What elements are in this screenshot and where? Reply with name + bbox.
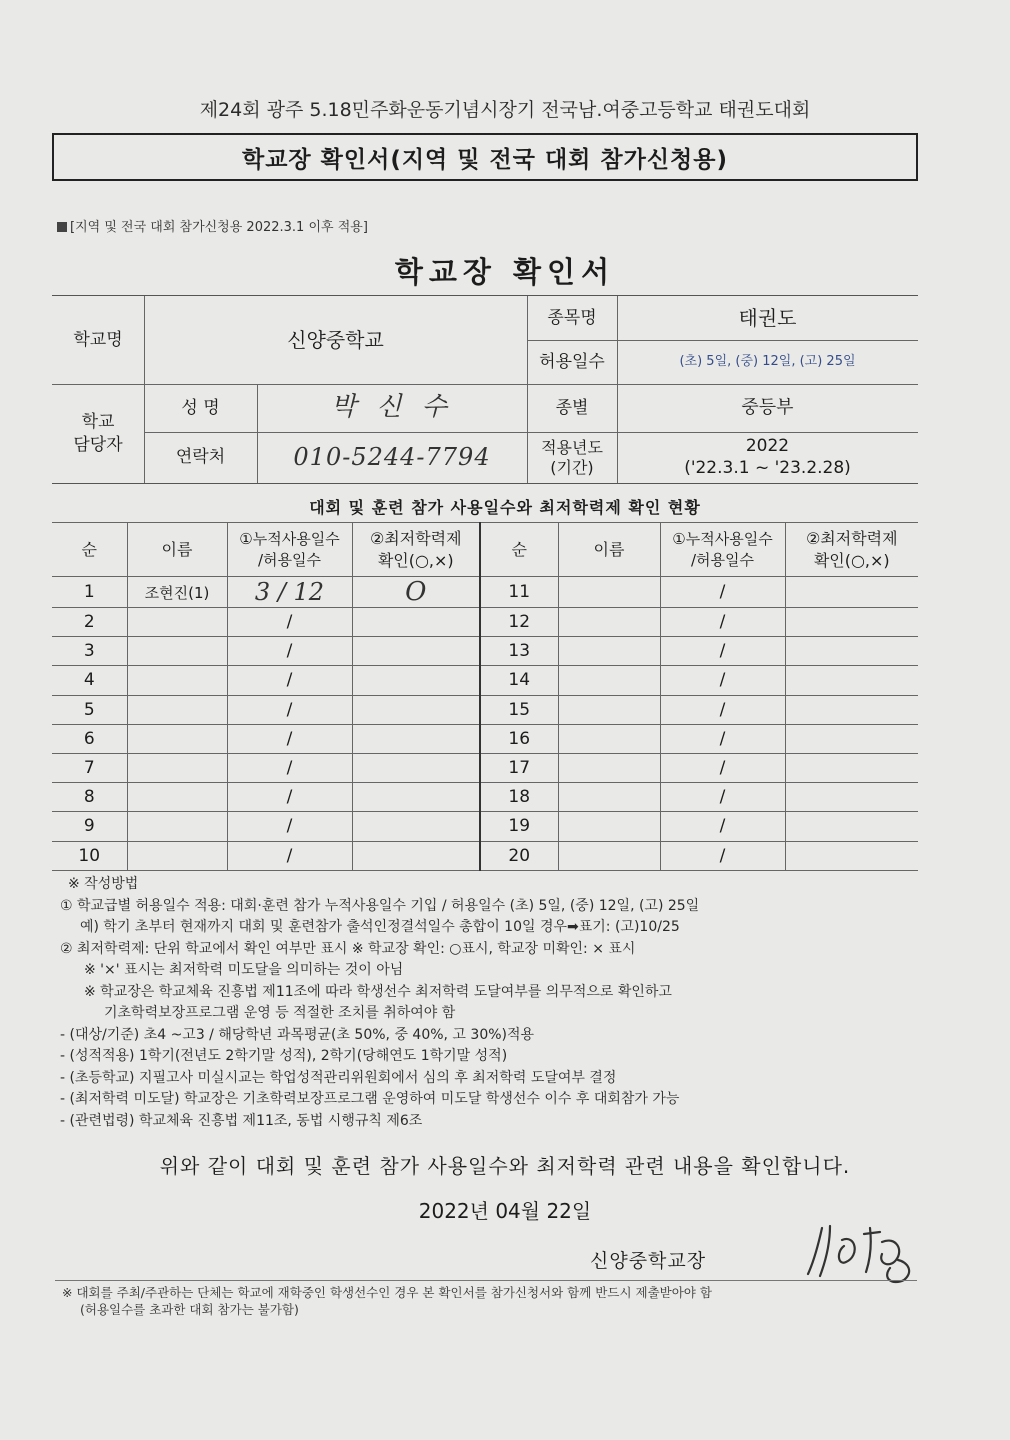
student-name — [558, 666, 660, 695]
min-grade-check — [785, 608, 918, 637]
manager-label: 학교 담당자 — [73, 412, 123, 455]
name-label: 성 명 — [181, 397, 220, 418]
table-row — [52, 783, 918, 812]
min-grade-check — [785, 695, 918, 724]
days-used: / — [227, 695, 352, 724]
row-num: 8 — [52, 783, 127, 812]
note-line: ※ '×' 표시는 최저학력 미도달을 의미하는 것이 아님 — [84, 962, 404, 978]
min-grade-check — [352, 608, 480, 637]
days-used: / — [227, 812, 352, 841]
min-grade-check — [785, 841, 918, 870]
days-used: / — [227, 753, 352, 782]
footnote-line: ※ 대회를 주최/주관하는 단체는 학교에 재학중인 학생선수인 경우 본 확인서를 참가신청서와 함께 반드시 제출받아야 함 — [62, 1285, 712, 1300]
min-grade-check — [352, 637, 480, 666]
student-name — [127, 783, 227, 812]
table-row — [52, 577, 918, 608]
student-name — [558, 608, 660, 637]
apply-note-text: [지역 및 전국 대회 참가신청용 2022.3.1 이후 적용] — [70, 220, 368, 235]
days-used: / — [660, 577, 785, 608]
info-grid — [52, 295, 918, 484]
days-used: / — [660, 783, 785, 812]
col-header-num: 순 — [52, 523, 127, 577]
row-num: 14 — [480, 666, 558, 695]
note-line: - (대상/기준) 초4 ~고3 / 해당학년 과목평균(초 50%, 중 40%, 고 30%)적용 — [60, 1026, 535, 1043]
student-name — [127, 608, 227, 637]
row-num: 2 — [52, 608, 127, 637]
col-header-name: 이름 — [127, 523, 227, 577]
student-name — [127, 812, 227, 841]
days-used: / — [660, 695, 785, 724]
min-grade-check — [785, 577, 918, 608]
row-num: 5 — [52, 695, 127, 724]
student-name — [558, 753, 660, 782]
note-line: - (성적적용) 1학기(전년도 2학기말 성적), 2학기(당해연도 1학기말 성적) — [60, 1048, 508, 1064]
table-row — [52, 695, 918, 724]
days-used: / — [660, 666, 785, 695]
competition-title: 제24회 광주 5.18민주화운동기념시장기 전국남.여중고등학교 태권도대회 — [199, 99, 811, 121]
days-used: / — [227, 666, 352, 695]
apply-note — [57, 216, 368, 235]
event-value: 태권도 — [738, 306, 797, 330]
row-num: 7 — [52, 753, 127, 782]
row-num: 17 — [480, 753, 558, 782]
school-value: 신양중학교 — [287, 328, 384, 352]
student-name — [558, 637, 660, 666]
days-used: / — [227, 783, 352, 812]
event-label: 종목명 — [547, 307, 597, 328]
days-used: / — [660, 724, 785, 753]
table-row — [52, 608, 918, 637]
min-grade-check — [785, 637, 918, 666]
min-grade-check — [352, 666, 480, 695]
table-header-row — [52, 523, 918, 577]
document-title: 학교장 확인서 — [394, 255, 616, 289]
name-value: 박 신 수 — [331, 392, 453, 423]
row-num: 19 — [480, 812, 558, 841]
main-title: 학교장 확인서(지역 및 전국 대회 참가신청용) — [52, 133, 918, 181]
student-name — [558, 695, 660, 724]
min-grade-check — [785, 666, 918, 695]
days-used: 3 / 12 — [227, 577, 352, 608]
contact-label: 연락처 — [175, 447, 226, 468]
row-num: 1 — [52, 577, 127, 608]
notes-heading: ※ 작성방법 — [68, 876, 139, 892]
note-line: 기초학력보장프로그램 운영 등 적절한 조치를 취하여야 함 — [104, 1005, 456, 1021]
row-num: 6 — [52, 724, 127, 753]
footnote-line: (허용일수를 초과한 대회 참가는 불가함) — [80, 1302, 299, 1317]
year-value: 2022 ('22.3.1 ~ '23.2.28) — [684, 436, 851, 478]
student-name — [558, 577, 660, 608]
row-num: 10 — [52, 841, 127, 870]
note-line: - (최저학력 미도달) 학교장은 기초학력보장프로그램 운영하여 미도달 학생선수 이수 후 대회참가 가능 — [60, 1091, 680, 1107]
contact-value: 010-5244-7794 — [293, 442, 491, 471]
note-line: - (초등학교) 지필고사 미실시교는 학업성적관리위원회에서 심의 후 최저학력 도달여부 결정 — [60, 1069, 617, 1086]
student-name — [558, 724, 660, 753]
footer-divider — [55, 1280, 917, 1281]
section-title: 대회 및 훈련 참가 사용일수와 최저학력제 확인 현황 — [309, 498, 701, 517]
row-num: 20 — [480, 841, 558, 870]
row-num: 3 — [52, 637, 127, 666]
allowed-days-value: (초) 5일, (중) 12일, (고) 25일 — [679, 353, 856, 369]
days-used: / — [227, 841, 352, 870]
col-header-days: ①누적사용일수 /허용일수 — [660, 523, 785, 577]
confirmation-date: 2022년 04월 22일 — [418, 1199, 592, 1223]
student-name — [127, 637, 227, 666]
student-name — [127, 753, 227, 782]
table-row — [52, 841, 918, 870]
row-num: 16 — [480, 724, 558, 753]
min-grade-check — [352, 724, 480, 753]
days-used: / — [227, 608, 352, 637]
col-header-name: 이름 — [558, 523, 660, 577]
notes-section — [60, 874, 940, 1132]
note-line: - (관련법령) 학교체육 진흥법 제11조, 동법 시행규칙 제6조 — [60, 1112, 423, 1129]
row-num: 13 — [480, 637, 558, 666]
table-row — [52, 753, 918, 782]
days-used: / — [660, 608, 785, 637]
days-used: / — [227, 724, 352, 753]
student-name — [127, 841, 227, 870]
table-row — [52, 666, 918, 695]
min-grade-check — [785, 753, 918, 782]
row-num: 18 — [480, 783, 558, 812]
student-name — [127, 724, 227, 753]
row-num: 12 — [480, 608, 558, 637]
days-used: / — [660, 753, 785, 782]
table-row — [52, 637, 918, 666]
min-grade-check — [785, 812, 918, 841]
min-grade-check: O — [352, 577, 480, 608]
note-line: ② 최저학력제: 단위 학교에서 확인 여부만 표시 ※ 학교장 확인: ○표시, 학교장 미확인: × 표시 — [60, 940, 636, 957]
table-row — [52, 812, 918, 841]
table-row — [52, 724, 918, 753]
col-header-check: ②최저학력제 확인(○,×) — [352, 523, 480, 577]
col-header-check: ②최저학력제 확인(○,×) — [785, 523, 918, 577]
confirmation-text: 위와 같이 대회 및 훈련 참가 사용일수와 최저학력 관련 내용을 확인합니다. — [159, 1154, 851, 1178]
student-name — [127, 666, 227, 695]
min-grade-check — [352, 753, 480, 782]
row-num: 4 — [52, 666, 127, 695]
note-line: 예) 학기 초부터 현재까지 대회 및 훈련참가 출석인정결석일수 총합이 10일 경우➡표기: (고)10/25 — [80, 919, 680, 935]
note-line: ※ 학교장은 학교체육 진흥법 제11조에 따라 학생선수 최저학력 도달여부를 의무적으로 확인하고 — [84, 983, 672, 1000]
principal-signature — [800, 1216, 920, 1286]
min-grade-check — [785, 783, 918, 812]
student-name — [127, 695, 227, 724]
col-header-num: 순 — [480, 523, 558, 577]
days-used: / — [660, 841, 785, 870]
student-name — [558, 841, 660, 870]
min-grade-check — [352, 812, 480, 841]
min-grade-check — [352, 695, 480, 724]
note-line: ① 학교급별 허용일수 적용: 대회·훈련 참가 누적사용일수 기입 / 허용일수 (초) 5일, (중) 12일, (고) 25일 — [60, 897, 700, 914]
col-header-days: ①누적사용일수 /허용일수 — [227, 523, 352, 577]
row-num: 15 — [480, 695, 558, 724]
row-num: 11 — [480, 577, 558, 608]
year-label: 적용년도 (기간) — [541, 437, 603, 477]
student-name: 조현진(1) — [127, 577, 227, 608]
allowed-days-label: 허용일수 — [539, 351, 605, 372]
student-name — [558, 812, 660, 841]
days-used: / — [660, 637, 785, 666]
principal-title: 신양중학교장 — [590, 1250, 707, 1272]
usage-table — [52, 522, 918, 871]
student-name — [558, 783, 660, 812]
footnote — [62, 1284, 932, 1318]
square-bullet-icon — [57, 222, 67, 232]
row-num: 9 — [52, 812, 127, 841]
days-used: / — [227, 637, 352, 666]
min-grade-check — [352, 783, 480, 812]
division-value: 중등부 — [741, 397, 794, 419]
school-label: 학교명 — [73, 329, 123, 350]
days-used: / — [660, 812, 785, 841]
division-label: 종별 — [555, 397, 589, 418]
min-grade-check — [352, 841, 480, 870]
min-grade-check — [785, 724, 918, 753]
